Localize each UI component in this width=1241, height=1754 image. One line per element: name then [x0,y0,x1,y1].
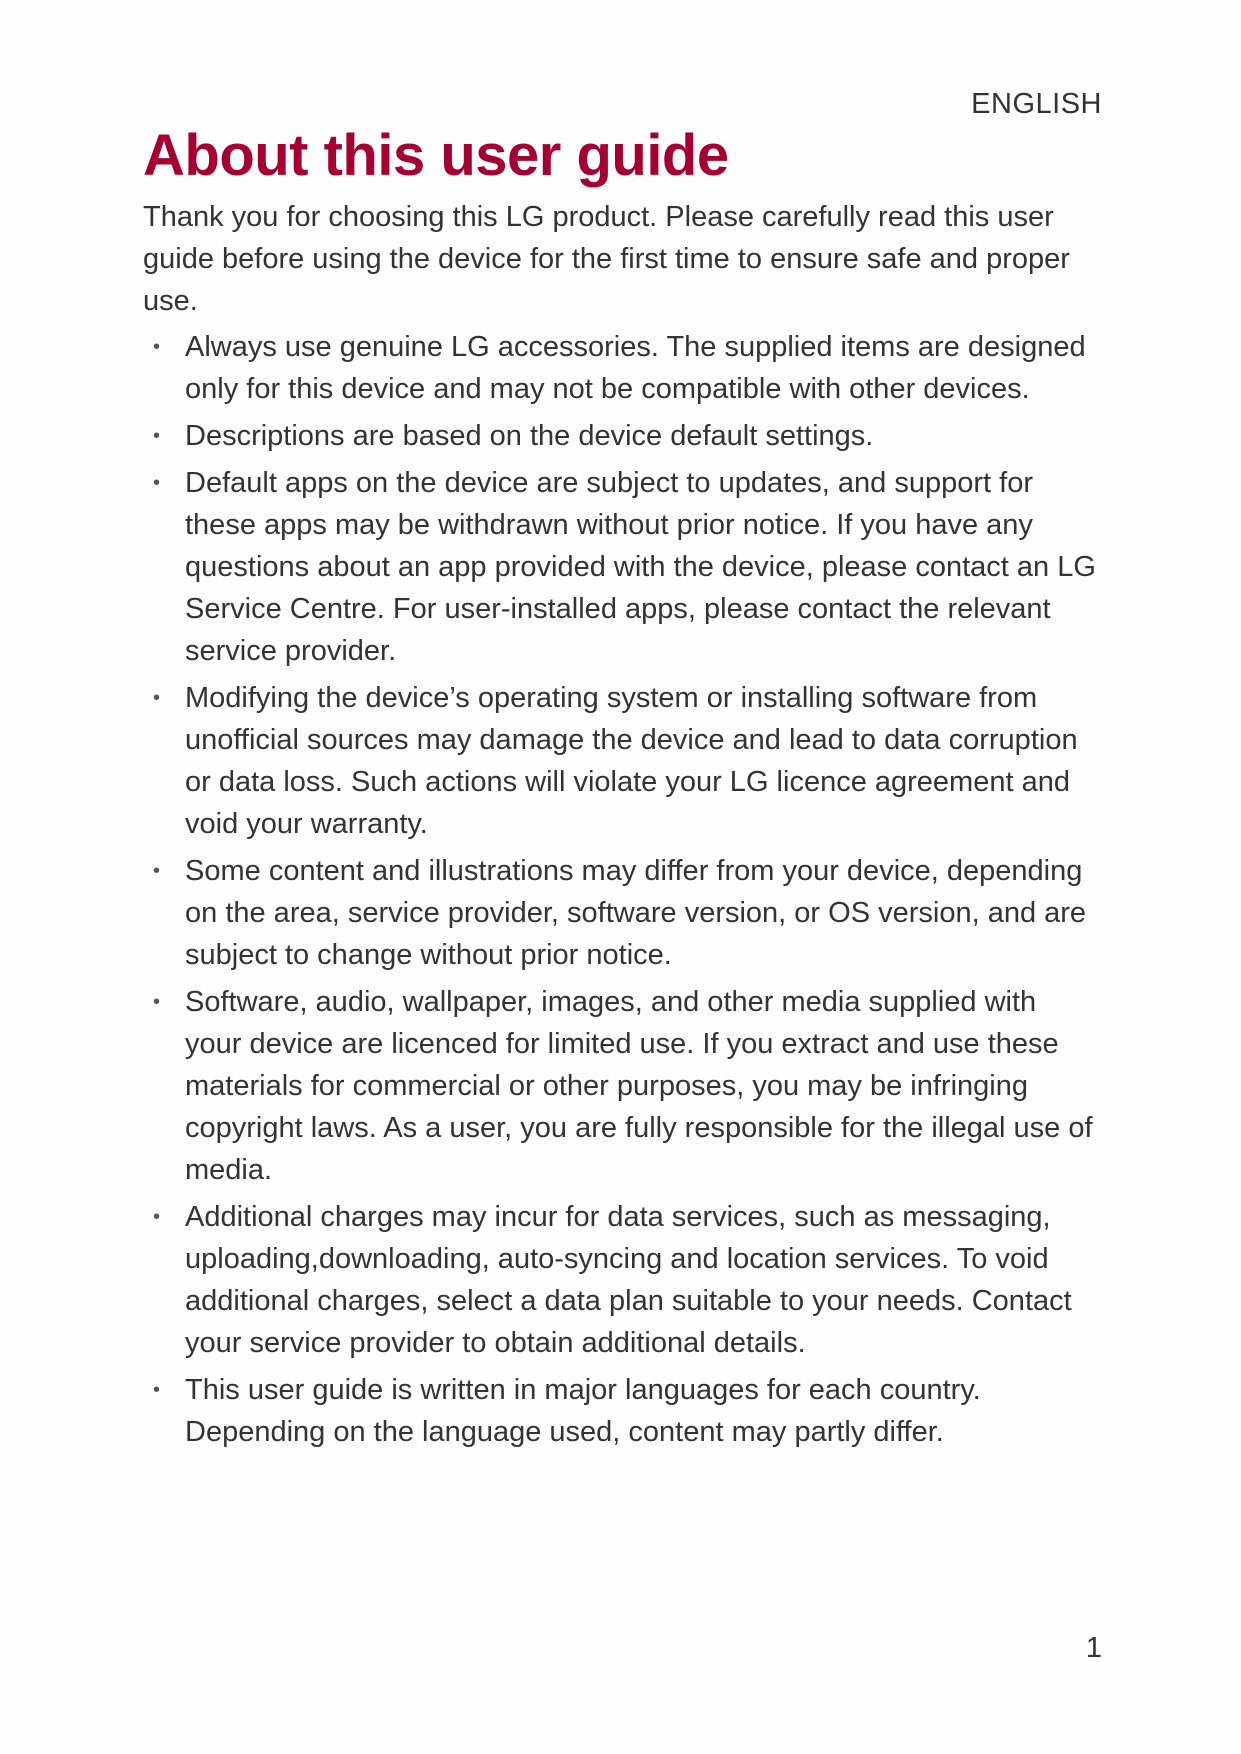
bullet-icon: • [153,336,161,358]
bullet-text: This user guide is written in major languages for each country. Depending on the language used, content may partly differ. [185,1374,981,1448]
page-number: 1 [1085,1632,1102,1664]
bullet-icon: • [153,425,161,447]
bullet-text: Modifying the device’s operating system or installing software from unofficial sources may damage the device and lead to data corruption or data loss. Such actions will violate your LG licence agreement and void your warranty. [185,682,1078,840]
page-title: About this user guide [143,123,729,188]
bullet-icon: • [153,991,161,1013]
bullet-item [143,462,1098,672]
bullet-icon: • [153,860,161,882]
bullet-item [143,1196,1098,1364]
bullet-item [143,981,1098,1191]
bullet-icon: • [153,687,161,709]
bullet-text: Software, audio, wallpaper, images, and other media supplied with your device are licenced for limited use. If you extract and use these materials for commercial or other purposes, you may be infringing copyright laws. As a user, you are fully responsible for the illegal use of media. [185,986,1093,1186]
bullet-item [143,677,1098,845]
bullet-text: Some content and illustrations may differ from your device, depending on the area, service provider, software version, or OS version, and are subject to change without prior notice. [185,855,1087,971]
bullet-text: Default apps on the device are subject to updates, and support for these apps may be withdrawn without prior notice. If you have any questions about an app provided with the device, please contact an LG Service Centre. For user-installed apps, please contact the relevant service provider. [185,467,1096,667]
bullet-icon: • [153,1379,161,1401]
bullet-icon: • [153,472,161,494]
language-label: ENGLISH [971,88,1102,120]
bullet-item [143,326,1098,410]
intro-paragraph: Thank you for choosing this LG product. Please carefully read this user guide before using the device for the first time to ensure safe and proper use. [143,201,1070,317]
bullet-text: Descriptions are based on the device default settings. [185,420,874,452]
bullet-text: Always use genuine LG accessories. The supplied items are designed only for this device and may not be compatible with other devices. [185,331,1086,405]
bullet-text: Additional charges may incur for data services, such as messaging, uploading,downloading, auto-syncing and location services. To void additional charges, select a data plan suitable to your needs. Contact your service provider to obtain additional details. [185,1201,1072,1359]
bullet-item [143,415,1098,457]
bullet-list [143,326,1098,1458]
bullet-icon: • [153,1206,161,1228]
bullet-item [143,850,1098,976]
bullet-item [143,1369,1098,1453]
